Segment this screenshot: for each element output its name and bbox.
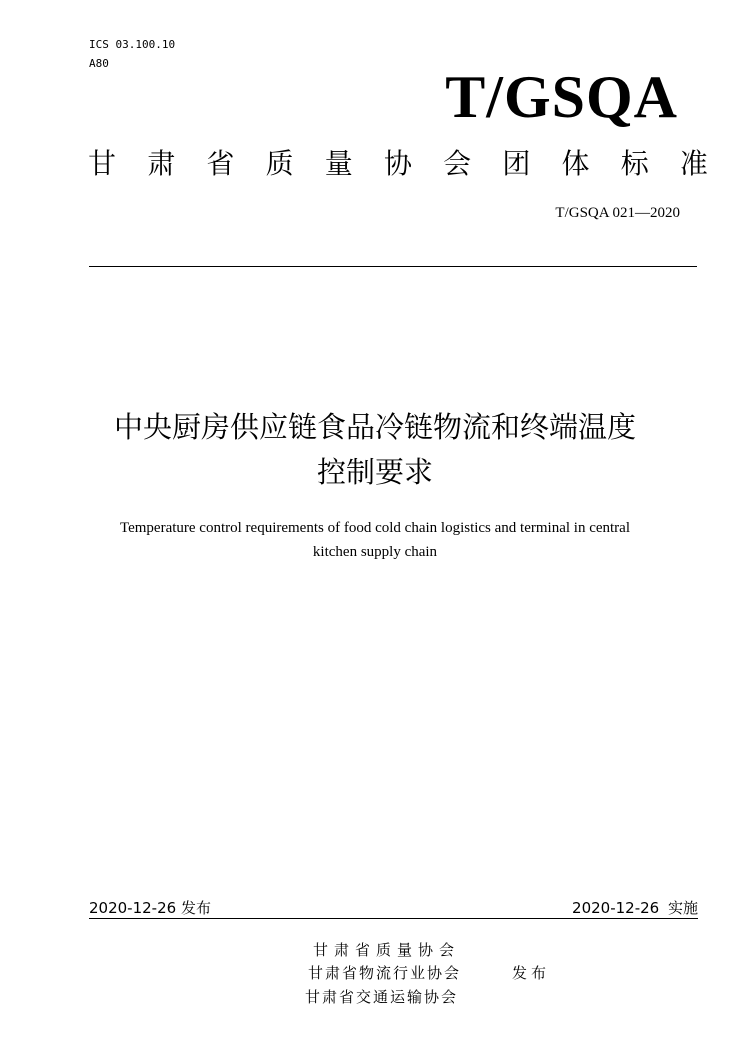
org-type-char: 省 <box>206 147 235 180</box>
standard-number: T/GSQA 021—2020 <box>555 205 680 221</box>
org-type-char: 甘 <box>88 147 117 180</box>
org-type-char: 协 <box>383 147 412 180</box>
title-chinese-line1: 中央厨房供应链食品冷链物流和终端温度 <box>113 410 636 444</box>
org-type-char: 会 <box>443 147 472 180</box>
title-english <box>40 516 710 564</box>
footer-divider <box>89 918 698 919</box>
title-english-line1: Temperature control requirements of food cold chain logistics and terminal in central <box>119 520 631 536</box>
org-type-char: 体 <box>561 147 590 180</box>
publisher-1: 甘肃省质量协会 <box>313 941 461 959</box>
org-type-char: 准 <box>679 147 708 180</box>
ics-code: ICS 03.100.10 <box>89 38 176 51</box>
header-divider <box>89 266 697 267</box>
org-type-char: 肃 <box>147 147 176 180</box>
publisher-3: 甘肃省交通运输协会 <box>305 988 459 1006</box>
classification-code: A80 <box>89 57 109 70</box>
title-english-line2: kitchen supply chain <box>312 544 438 560</box>
org-type-char: 质 <box>265 147 294 180</box>
standard-logo: T/GSQA <box>445 64 678 130</box>
implement-date: 2020-12-26 实施 <box>572 899 698 917</box>
title-chinese-line2: 控制要求 <box>316 455 433 489</box>
publisher-2: 甘肃省物流行业协会 <box>308 964 462 982</box>
publish-verb: 发布 <box>512 964 551 982</box>
org-type-char: 标 <box>620 147 649 180</box>
publish-date: 2020-12-26 发布 <box>89 899 211 917</box>
title-chinese <box>40 405 710 495</box>
org-type-char: 量 <box>324 147 353 180</box>
org-type-char: 团 <box>502 147 531 180</box>
org-type-heading <box>88 146 708 182</box>
